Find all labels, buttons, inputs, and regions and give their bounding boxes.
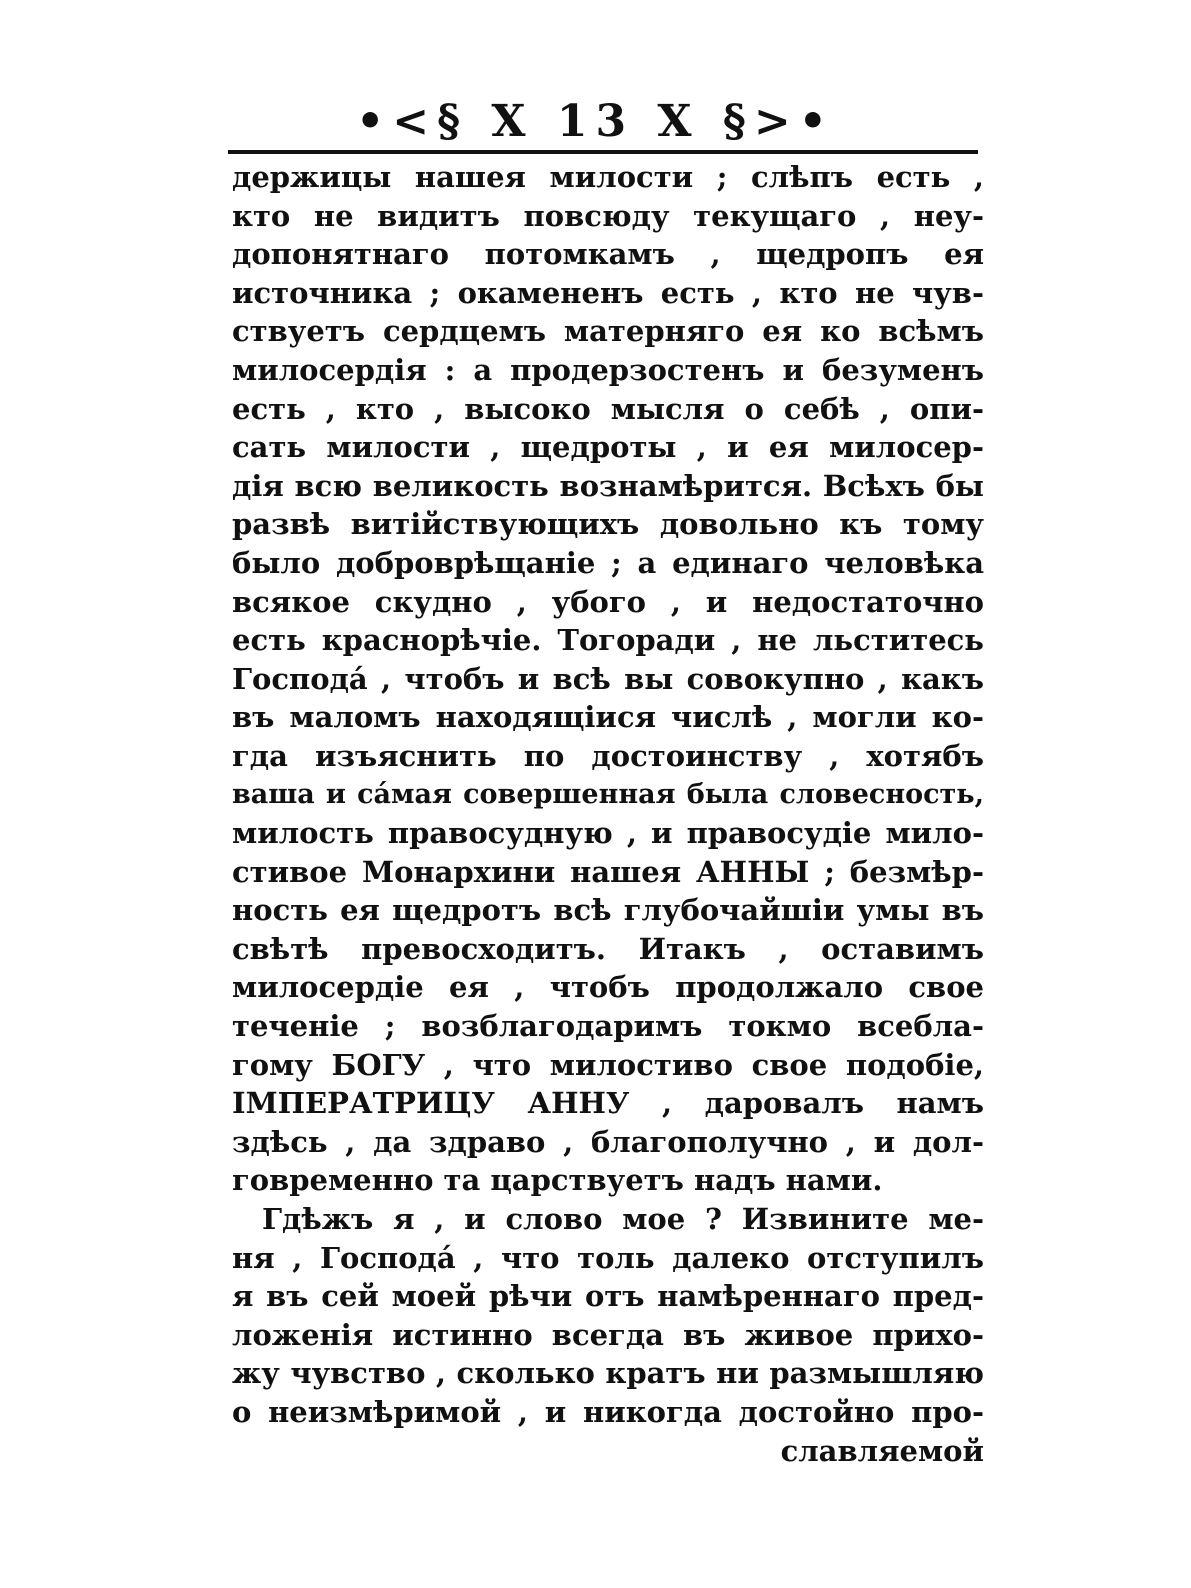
text-line: держицы нашея милости ; слѣпъ есть , bbox=[232, 160, 984, 194]
page-header: •<§ Χ 13 Χ §>• bbox=[356, 96, 835, 147]
text-line: кто не видитъ повсюду текущаго , неу- bbox=[232, 198, 984, 233]
text-line: Гдѣжъ я , и слово мое ? Извините ме- bbox=[262, 1202, 984, 1237]
text-line: Господа́ , чтобъ и всѣ вы совокупно , какъ bbox=[232, 661, 984, 696]
header-rule bbox=[228, 150, 978, 154]
text-line: допонятнаго потомкамъ , щедропъ ея bbox=[232, 237, 984, 272]
text-line: сать милости , щедроты , и ея милосер- bbox=[232, 430, 984, 465]
text-line: ложенія истинно всегда въ живое прихо- bbox=[232, 1317, 984, 1352]
text-line: дія всю великость вознамѣрится. Всѣхъ бы bbox=[232, 468, 984, 503]
text-line: есть краснорѣчіе. Тогоради , не льститесь bbox=[232, 623, 984, 658]
text-line: стивое Монархини нашея АННЫ ; безмѣр- bbox=[232, 854, 984, 889]
text-line: источника ; окамененъ есть , кто не чув- bbox=[232, 275, 984, 310]
text-line: ность ея щедротъ всѣ глубочайшіи умы въ bbox=[232, 893, 984, 928]
text-line: гому БОГУ , что милостиво свое подобіе, bbox=[232, 1047, 984, 1082]
text-line: ваша и са́мая совершенная была словесность, bbox=[232, 778, 984, 810]
text-line: здѣсь , да здраво , благополучно , и дол- bbox=[232, 1124, 984, 1159]
text-line: ствуетъ сердцемъ матерняго ея ко всѣмъ bbox=[232, 314, 984, 349]
text-line: милосердіе ея , чтобъ продолжало свое bbox=[232, 970, 984, 1005]
catchword: славляемой bbox=[780, 1433, 984, 1468]
body-text bbox=[232, 158, 984, 1470]
text-line: говременно та царствуетъ надъ нами. bbox=[232, 1163, 883, 1198]
text-line: о неизмѣримой , и никогда достойно про- bbox=[232, 1395, 984, 1429]
text-line: было доброврѣщаніе ; а единаго человѣка bbox=[232, 545, 984, 580]
text-line: милость правосудную , и правосудіе мило- bbox=[232, 816, 984, 851]
text-line: теченіе ; возблагодаримъ токмо всебла- bbox=[232, 1009, 984, 1044]
text-line: ІМПЕРАТРИЦУ АННУ , даровалъ намъ bbox=[232, 1086, 984, 1121]
text-line: есть , кто , высоко мысля о себѣ , опи- bbox=[232, 391, 984, 426]
text-line: всякое скудно , убого , и недостаточно bbox=[232, 584, 984, 619]
text-line: жу чувство , сколько кратъ ни размышляю bbox=[232, 1356, 984, 1391]
text-line: въ маломъ находящіися числѣ , могли ко- bbox=[232, 700, 984, 735]
text-line: я въ сей моей рѣчи отъ намѣреннаго пред- bbox=[232, 1279, 984, 1314]
text-line: милосердія : а продерзостенъ и безуменъ bbox=[232, 352, 984, 387]
text-line: ня , Господа́ , что толь далеко отступилъ bbox=[232, 1240, 984, 1275]
text-line: развѣ витійствующихъ довольно къ тому bbox=[232, 507, 984, 542]
text-line: свѣтѣ превосходитъ. Итакъ , оставимъ bbox=[232, 931, 984, 966]
text-line: гда изъяснить по достоинству , хотябъ bbox=[232, 738, 984, 773]
